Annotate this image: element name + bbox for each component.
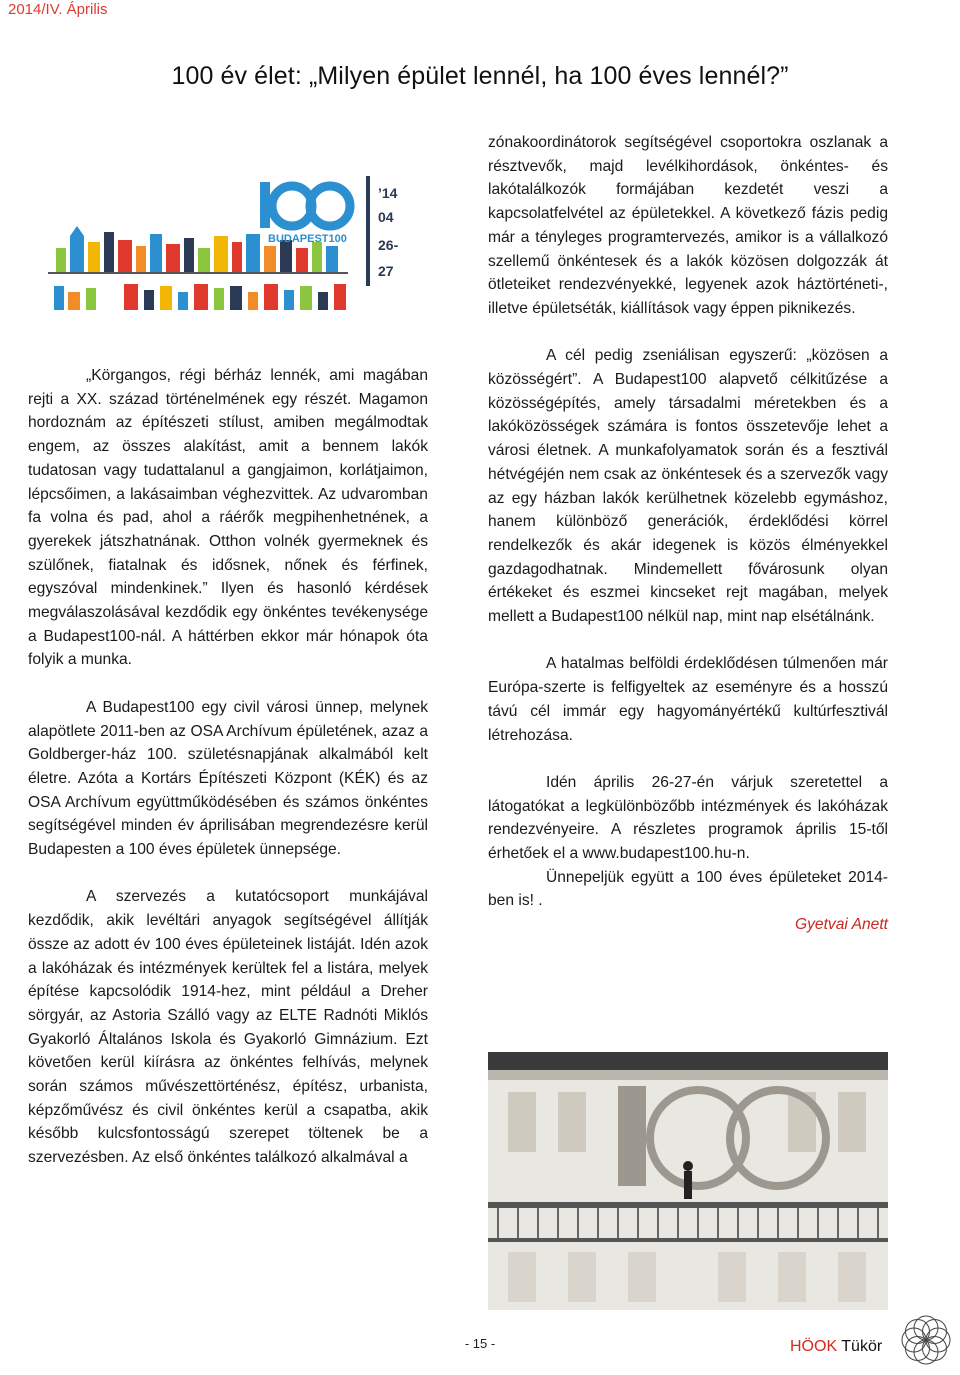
right-column: [488, 131, 888, 937]
issue-label: 2014/IV. Április: [8, 1, 108, 18]
building-facade-image: [488, 1052, 888, 1310]
footer-brand-rest: Tükör: [837, 1338, 883, 1355]
person-icon: [683, 1161, 693, 1199]
logo-date-month: 04: [378, 209, 394, 225]
logo-date-day-end: 27: [378, 263, 394, 279]
logo-date-day-start: 26-: [378, 237, 399, 253]
footer-brand-accent: HÖOK: [790, 1338, 838, 1355]
paragraph: A hatalmas belföldi érdeklődésen túlmenően már Európa-szerte is felfigyeltek az eseményre és a hosszú távú cél immár egy hagyományértékű kultúrfesztivál létrehozása.: [488, 655, 888, 744]
paragraph: Idén április 26-27-én várjuk szeretettel a látogatókat a legkülönbözőbb intézmények és lakóházak rendezvényeire. A részletes programok április 15-től érhetőek el a www.budapest100.hu-n.: [488, 773, 888, 863]
article-title: 100 év élet: „Milyen épület lennél, ha 100 éves lennél?”: [171, 62, 789, 90]
number-100-icon: [260, 182, 350, 228]
left-column: [28, 364, 428, 1170]
paragraph: A szervezés a kutatócsoport munkájával kezdődik, akik levéltári anyagok segítségével állítják össze az adott év 100 éves épületeinek listáját. Idén azok a lakóházak és intézmények kerültek fel a listára, melyek építése kapcsolódik 1914-hez, mint például a Dreher sörgyár, az Astoria Szálló vagy az ELTE Radnóti Miklós Gyakorló Általános Iskola és Gyakorló Gimnázium. Ezt követően kerül kiírásra az önkéntes felhívás, melynek során számos művészettörténész, építész, urbanista, képzőművész és civil önkéntes kerül a csapatba, akik később kulcsfontosságú szerepet töltenek be a szervezésben. Az első önkéntes találkozó alkalmával a: [28, 888, 428, 1167]
page-header: [0, 0, 960, 22]
budapest100-logo: [48, 176, 436, 314]
logo-graphic: [48, 176, 436, 314]
logo-date-year: ’14: [378, 185, 398, 201]
paragraph: „Körgangos, régi bérház lennék, ami magában rejti a XX. század történelmének egy részét. Magamon hordoznám az építészeti stílust, amiben megálmodtak engem, az összes alakítást, amit a bennem lakók tudatosan vagy tudattalanul a gangjaimon, korlátjaimon, lépcsőimen, a lakásaimban véghezvittek. Az udvaromban fa volna és pad, ahol a ráérők megpihenhetnének, a gyerekek játszhatnának. Otthon volnék gyermeknek és szülőnek, fiatalnak és idősnek, nőnek és férfinek, egyszóval mindenkinek.” Ilyen és hasonló kérdések megválaszolásával kezdődik egy önkéntes tevékenysége a Budapest100-nál. A háttérben ekkor már hónapok óta folyik a munka.: [28, 367, 428, 669]
logo-brand: BUDAPEST100: [268, 233, 347, 245]
rosette-logo-icon: [896, 1310, 956, 1370]
paragraph: A cél pedig zseniálisan egyszerű: „közösen a közösségért”. A Budapest100 alapvető célkitűzése a közösségépítés, amely társadalmi méretekben és a lakóközösségek számára is fontos összetevője lehet a városi életnek. A munkafolyamatok során és a fesztivál hétvégéjén nem csak az önkéntesek és a szervezők vagy az egy házban lakók kerülhetnek közelebb egymáshoz, hanem különböző generációk, érdeklődési körrel rendelkezők és akár idegenek is közös élményekkel gazdagodhatnak. Mindemellett fővárosunk olyan értékeket és eszmei kincseket rejt magában, melyek mellett a Budapest100 nélkül nap, mint nap elsétálnánk.: [488, 347, 888, 626]
building-photo: [488, 1052, 888, 1310]
author-signature: Gyetvai Anett: [794, 916, 888, 934]
page-number: - 15 -: [464, 1336, 496, 1351]
paragraph: Ünnepeljük együtt a 100 éves épületeket 2014-ben is! .: [488, 868, 888, 910]
paragraph: zónakoordinátorok segítségével csoportokra oszlanak a résztvevők, majd levélkihordások, önkéntes- és lakótalálkozók formájában kezdetét veszi a kapcsolatfelvétel az épületekkel. A következő fázis pedig már a tényleges programtervezés, amikor is a vállalkozó szellemű önkéntesek és a lakók közösen dolgozzák át ötleteiket rendezvényekké, legyenek azok háztörténeti-, illetve épületséták, kiállítások vagy éppen piknikezés.: [488, 134, 888, 317]
paragraph: A Budapest100 egy civil városi ünnep, melynek alapötlete 2011-ben az OSA Archívum épületének, azaz a Goldberger-ház 100. születésnapjának alkalmából kelt életre. Azóta a Kortárs Építészeti Központ (KÉK) és az OSA Archívum együttműködésében és számos önkéntes segítségével minden év áprilisában megrendezésre kerül Budapesten a 100 éves épületek ünnepsége.: [28, 698, 428, 859]
footer-brand: [790, 1338, 882, 1356]
